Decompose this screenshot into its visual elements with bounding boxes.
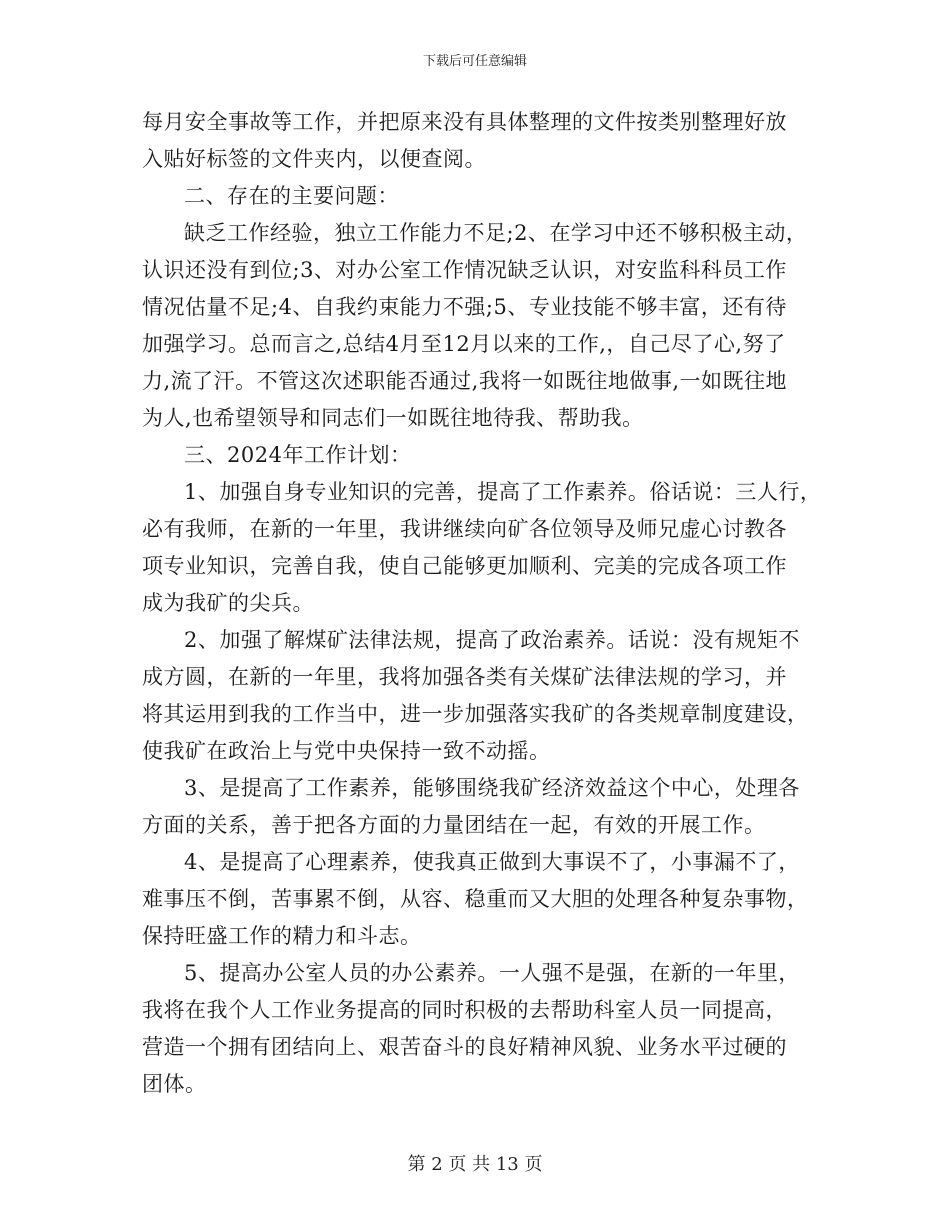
- paragraph-continuation: 每月安全事故等工作，并把原来没有具体整理的文件按类别整理好放 入贴好标签的文件夹内，以便查阅。: [142, 110, 787, 171]
- plan-item-4: 4、是提高了心理素养，使我真正做到大事误不了，小事漏不了， 难事压不倒，苦事累不倒，从容、稳重而又大胆的处理各种复杂事物， 保持旺盛工作的精力和斗志。: [142, 850, 809, 948]
- page-number: 第 2 页 共 13 页: [407, 1154, 543, 1175]
- document-body: [142, 104, 822, 1103]
- paragraph-problems: 缺乏工作经验，独立工作能力不足;2、在学习中还不够积极主动， 认识还没有到位;3、对办公室工作情况缺乏认识，对安监科科员工作 情况估量不足;4、自我约束能力不强;5、专业技能不够丰富，还有待 加强学习。总而言之,总结4月至12月以来的工作,，自己尽了心,努了 力,流了汗。不管这次述职能否通过,我将一如既往地做事,一如既往地 为人,也希望领导和同志们一如既往地待我、帮助我。: [142, 221, 808, 430]
- page-header: 下载后可任意编辑: [422, 54, 527, 69]
- section-heading-plan: 三、2024年工作计划：: [184, 443, 412, 467]
- plan-item-3: 3、是提高了工作素养，能够围绕我矿经济效益这个中心，处理各 方面的关系，善于把各方面的力量团结在一起，有效的开展工作。: [142, 776, 800, 837]
- plan-item-1: 1、加强自身专业知识的完善，提高了工作素养。俗话说：三人行， 必有我师，在新的一年里，我讲继续向矿各位领导及师兄虚心讨教各 项专业知识，完善自我，使自己能够更加顺利、完美的完成各项工作 成为我矿的尖兵。: [142, 480, 822, 615]
- plan-item-5: 5、提高办公室人员的办公素养。一人强不是强，在新的一年里， 我将在我个人工作业务提高的同时积极的去帮助科室人员一同提高， 营造一个拥有团结向上、艰苦奋斗的良好精神风貌、业务水平过硬的 团体。: [142, 961, 800, 1096]
- section-heading-problems: 二、存在的主要问题：: [184, 184, 399, 208]
- plan-item-2: 2、加强了解煤矿法律法规，提高了政治素养。话说：没有规矩不 成方圆，在新的一年里，我将加强各类有关煤矿法律法规的学习，并 将其运用到我的工作当中，进一步加强落实我矿的各类规章制度建设， 使我矿在政治上与党中央保持一致不动摇。: [142, 628, 809, 763]
